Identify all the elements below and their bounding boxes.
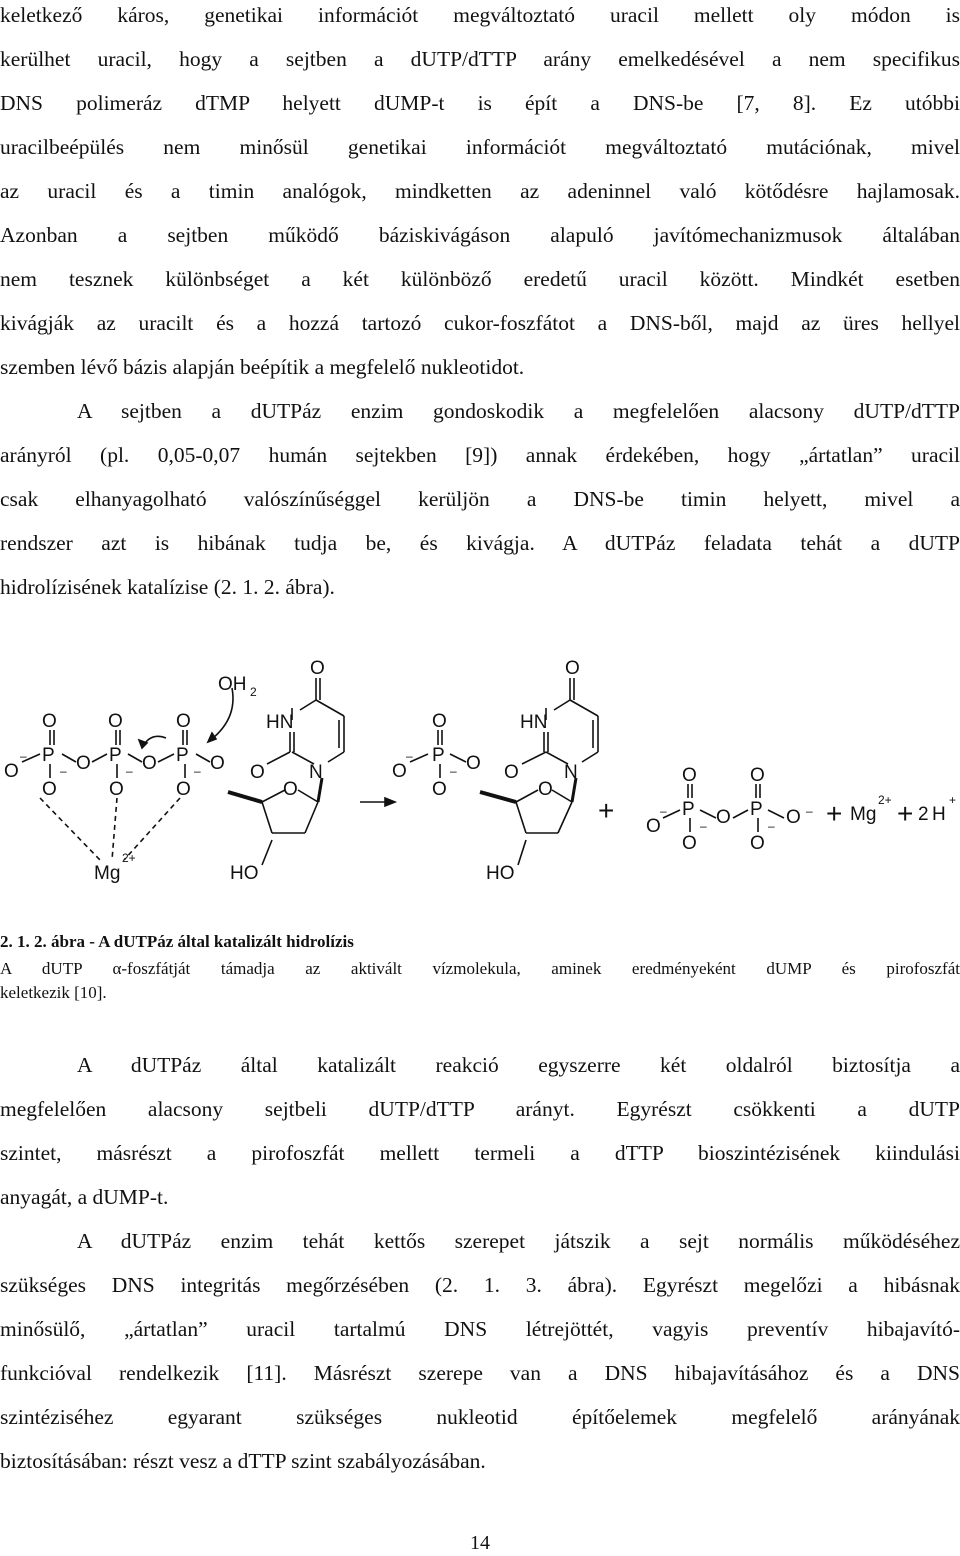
plus-sign: + <box>897 798 914 829</box>
nh-label: HN <box>520 712 548 733</box>
text-line: keletkező káros, genetikai információt megváltoztató uracil mellett oly módon is <box>0 3 960 27</box>
nh-label: HN <box>266 712 294 733</box>
charge-minus: – <box>660 804 667 818</box>
charge-minus: – <box>806 804 813 818</box>
text-line: DNS polimeráz dTMP helyett dUMP-t is épít a DNS-be [7, 8]. Ez utóbbi <box>0 91 960 115</box>
phosphorus-label: P <box>176 745 189 766</box>
oxygen-label: O <box>142 753 157 774</box>
phosphorus-label: P <box>109 745 122 766</box>
charge-minus: – <box>126 764 133 778</box>
charge-minus: – <box>768 819 775 833</box>
oxygen-label: O <box>176 711 191 732</box>
text-line: szintéziséhez egyarant szükséges nukleotid építőelemek megfelelő arányának <box>0 1405 960 1429</box>
text-line: szintet, másrészt a pirofoszfát mellett termeli a dTTP bioszintézisének kiindulási <box>0 1141 960 1165</box>
ring-oxygen-label: O <box>538 779 553 800</box>
hydroxyl-label: HO <box>486 863 515 884</box>
oxygen-label: O <box>682 765 697 786</box>
figure-caption-line: A dUTP α-foszfátját támadja az aktivált vízmolekula, aminek eredményeként dUMP és pirofoszfát <box>0 959 960 978</box>
oxygen-label: O <box>310 658 325 679</box>
charge-minus: – <box>450 764 457 778</box>
oxygen-label: O <box>646 816 661 837</box>
text-line: A dUTPáz által katalizált reakció egyszerre két oldalról biztosítja a <box>77 1053 960 1077</box>
phosphorus-label: P <box>432 745 445 766</box>
nitrogen-label: N <box>309 762 323 783</box>
text-line: kerülhet uracil, hogy a sejtben a dUTP/dTTP arány emelkedésével a nem specifikus <box>0 47 960 71</box>
reaction-scheme <box>0 650 960 900</box>
oxygen-label: O <box>504 762 519 783</box>
text-line: biztosításában: részt vesz a dTTP szint szabályozásában. <box>0 1449 486 1473</box>
oxygen-label: O <box>565 658 580 679</box>
text-line: szemben lévő bázis alapján beépítik a megfelelő nukleotidot. <box>0 355 525 379</box>
oxygen-label: O <box>4 761 19 782</box>
oxygen-label: O <box>42 779 57 800</box>
text-line: A dUTPáz enzim tehát kettős szerepet játszik a sejt normális működéséhez <box>77 1229 960 1253</box>
text-line: arányról (pl. 0,05-0,07 humán sejtekben [9]) annak érdekében, hogy „ártatlan” uracil <box>0 443 960 467</box>
plus-sign: + <box>598 795 615 826</box>
phosphorus-label: P <box>682 799 695 820</box>
text-line: csak elhanyagolható valószínűséggel kerüljön a DNS-be timin helyett, mivel a <box>0 487 960 511</box>
figure-caption-line: keletkezik [10]. <box>0 983 107 1002</box>
oxygen-label: O <box>716 807 731 828</box>
text-line: szükséges DNS integritás megőrzésében (2. 1. 3. ábra). Egyrészt megelőzi a hibásnak <box>0 1273 960 1297</box>
magnesium-charge: 2+ <box>878 793 892 807</box>
nitrogen-label: N <box>564 762 578 783</box>
text-line: az uracil és a timin analógok, mindketten az adeninnel való kötődésre hajlamosak. <box>0 179 960 203</box>
plus-sign: + <box>826 798 843 829</box>
hydrogen-label: H <box>932 804 946 825</box>
text-line: Azonban a sejtben működő báziskivágáson alapuló javítómechanizmusok általában <box>0 223 960 247</box>
magnesium-label: Mg <box>94 863 121 884</box>
hydroxyl-label: HO <box>230 863 259 884</box>
charge-minus: – <box>700 819 707 833</box>
text-line: minősülő, „ártatlan” uracil tartalmú DNS létrejöttét, vagyis preventív hibajavító- <box>0 1317 960 1341</box>
oxygen-label: O <box>42 711 57 732</box>
text-line: rendszer azt is hibának tudja be, és kivágja. A dUTPáz feladata tehát a dUTP <box>0 531 960 555</box>
oxygen-label: O <box>76 753 91 774</box>
oxygen-label: O <box>108 711 123 732</box>
oxygen-label: O <box>392 761 407 782</box>
page-number: 14 <box>470 1532 490 1554</box>
water-label: OH <box>218 674 247 695</box>
oxygen-label: O <box>750 833 765 854</box>
charge-minus: – <box>20 749 27 763</box>
charge-minus: – <box>194 764 201 778</box>
text-line: anyagát, a dUMP-t. <box>0 1185 169 1209</box>
proton-charge: + <box>949 793 957 807</box>
ring-oxygen-label: O <box>283 779 298 800</box>
oxygen-label: O <box>432 779 447 800</box>
phosphorus-label: P <box>750 799 763 820</box>
text-line: hidrolízisének katalízise (2. 1. 2. ábra). <box>0 575 335 599</box>
charge-minus: – <box>60 764 67 778</box>
oxygen-label: O <box>432 711 447 732</box>
phosphorus-label: P <box>42 745 55 766</box>
oxygen-label: O <box>750 765 765 786</box>
text-line: nem tesznek különbséget a két különböző eredetű uracil között. Mindkét esetben <box>0 267 960 291</box>
oxygen-label: O <box>210 753 225 774</box>
text-line: kivágják az uracilt és a hozzá tartozó cukor-foszfátot a DNS-ből, majd az üres hellyel <box>0 311 960 335</box>
charge-minus: – <box>406 749 413 763</box>
oxygen-label: O <box>786 807 801 828</box>
magnesium-label: Mg <box>850 804 877 825</box>
oxygen-label: O <box>466 753 481 774</box>
text-line: uracilbeépülés nem minősül genetikai információt megváltoztató mutációnak, mivel <box>0 135 960 159</box>
oxygen-label: O <box>176 779 191 800</box>
magnesium-charge: 2+ <box>122 851 136 865</box>
text-line: funkcióval rendelkezik [11]. Másrészt szerepe van a DNS hibajavításához és a DNS <box>0 1361 960 1385</box>
text-line: A sejtben a dUTPáz enzim gondoskodik a megfelelően alacsony dUTP/dTTP <box>77 399 960 423</box>
oxygen-label: O <box>109 779 124 800</box>
coefficient-label: 2 <box>918 804 929 825</box>
figure-caption-title: 2. 1. 2. ábra - A dUTPáz által katalizált hidrolízis <box>0 932 354 951</box>
oxygen-label: O <box>682 833 697 854</box>
water-subscript: 2 <box>250 685 257 699</box>
oxygen-label: O <box>250 762 265 783</box>
text-line: megfelelően alacsony sejtbeli dUTP/dTTP arányt. Egyrészt csökkenti a dUTP <box>0 1097 960 1121</box>
